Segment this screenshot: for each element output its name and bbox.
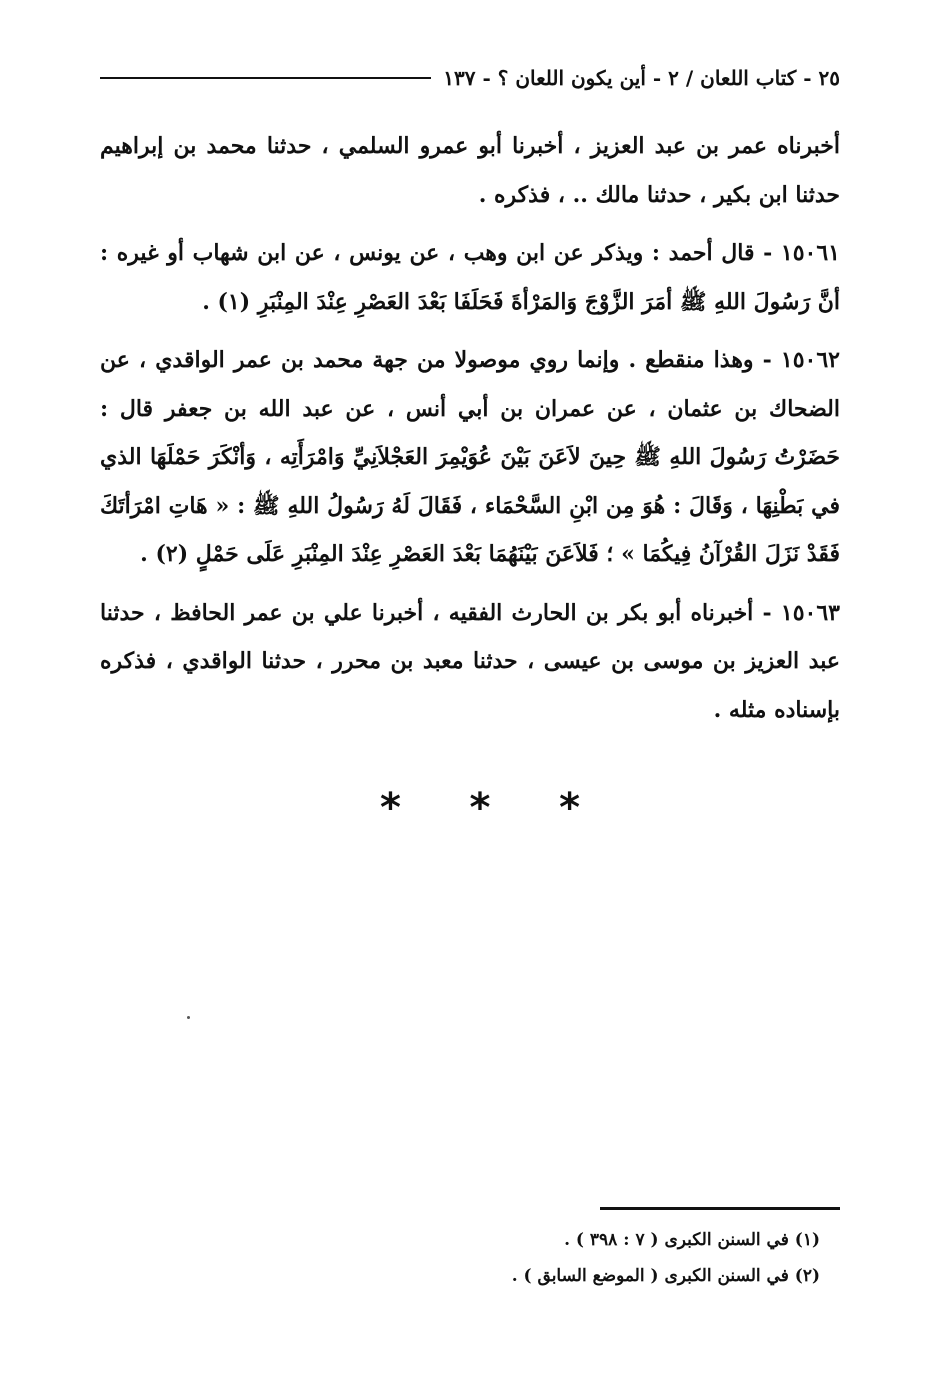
running-title: ٢٥ - كتاب اللعان / ٢ - أين يكون اللعان ؟ - ١٣٧ — [443, 66, 840, 90]
footnotes — [440, 1222, 820, 1294]
footnote-1: (١) في السنن الكبرى ( ٧ : ٣٩٨ ) . — [564, 1230, 820, 1250]
section-separator — [380, 785, 580, 831]
footnote-rule — [600, 1207, 840, 1210]
separator-star: * — [469, 785, 491, 831]
header-rule — [100, 77, 431, 79]
separator-star: * — [559, 785, 580, 831]
paragraph-15063: ١٥٠٦٣ - أخبرناه أبو بكر بن الحارث الفقيه ، أخبرنا علي بن عمر الحافظ ، حدثنا عبد العزيز بن موسى بن عيسى ، حدثنا معبد بن محرر ، حدثنا الواقدي ، فذكره بإسناده مثله . — [100, 599, 840, 723]
paragraph-isnad: أخبرناه عمر بن عبد العزيز ، أخبرنا أبو عمرو السلمي ، حدثنا محمد بن إبراهيم حدثنا ابن بكير ، حدثنا مالك .. ، فذكره . — [100, 133, 840, 208]
main-text — [100, 122, 840, 744]
separator-star: * — [380, 785, 401, 831]
running-header — [100, 66, 840, 90]
paragraph-15061: ١٥٠٦١ - قال أحمد : ويذكر عن ابن وهب ، عن يونس ، عن ابن شهاب أو غيره : أنَّ رَسُولَ اللهِ ﷺ أمَرَ الزَّوْجَ وَالمَرْأةَ فَحَلَفَا بَعْدَ العَصْرِ عِنْدَ المِنْبَرِ (١) . — [100, 240, 840, 315]
paragraph-15062: ١٥٠٦٢ - وهذا منقطع . وإنما روي موصولا من جهة محمد بن عمر الواقدي ، عن الضحاك بن عثمان ، عن عمران بن أبي أنس ، عن عبد الله بن جعفر قال : حَضَرْتُ رَسُولَ اللهِ ﷺ حِينَ لاَعَنَ بَيْنَ عُوَيْمِرَ العَجْلاَنِيِّ وَامْرَأَتِه ، وَأنْكَرَ حَمْلَهَا الذي في بَطْنِهَا ، وَقَالَ : هُوَ مِن ابْنِ السَّحْمَاء ، فَقَالَ لَهُ رَسُولُ اللهِ ﷺ : « هَاتِ امْرَأتَكَ فَقَدْ نَزَلَ القُرْآنُ فِيكُمَا » ؛ فَلاَعَنَ بَيْنَهُمَا بَعْدَ العَصْرِ عِنْدَ المِنْبَرِ عَلَى حَمْلٍ (٢) . — [100, 347, 840, 567]
footnote-2: (٢) في السنن الكبرى ( الموضع السابق ) . — [511, 1266, 820, 1286]
print-speck — [187, 1016, 190, 1019]
